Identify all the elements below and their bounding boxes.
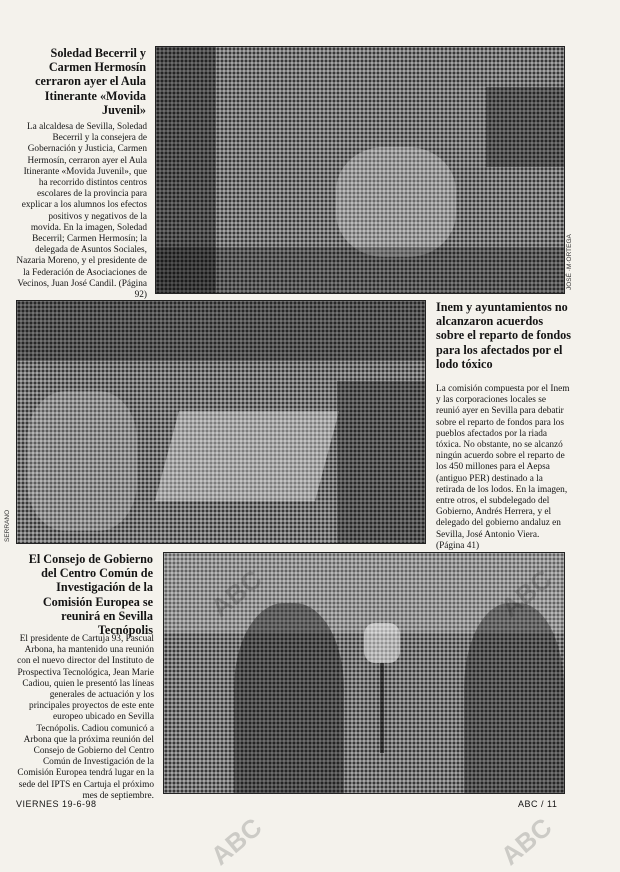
watermark-logo: ABC (205, 811, 268, 871)
photo-shade (27, 391, 137, 531)
story2-photo (16, 300, 426, 544)
watermark-logo: ABC (205, 563, 268, 623)
photo-shade (234, 603, 344, 793)
story3-headline: El Consejo de Gobierno del Centro Común de Investigación de la Comisión Europea se reunirá en Sevilla Tecnópolis (28, 552, 153, 638)
photo-shade (337, 381, 425, 543)
story2-photo-credit: SERRANO (4, 509, 11, 542)
story1-headline: Soledad Becerril y Carmen Hermosín cerraron ayer el Aula Itinerante «Movida Juvenil» (35, 46, 146, 117)
photo-shade (336, 147, 456, 257)
story2-headline: Inem y ayuntamientos no alcanzaron acuerdos sobre el reparto de fondos para los afectados por el lodo tóxico (436, 300, 571, 371)
story3-body: El presidente de Cartuja 93, Pascual Arbona, ha mantenido una reunión con el nuevo director del Instituto de Prospectiva Tecnológica, Jean Marie Cadiou, quien le presentó las líneas generales de actuación y los principales proyectos de este ente europeo ubicado en Sevilla Tecnópolis. Cadiou comunicó a Arbona que la próxima reunión del Consejo de Gobierno del Centro Común de Investigación de la Comisión Europea tendrá lugar en la sede del IPTS en Cartuja el próximo mes de septiembre. (17, 634, 154, 801)
story1-photo (155, 46, 565, 294)
photo-shade (486, 87, 564, 167)
watermark-logo: ABC (495, 811, 558, 871)
story1-photo-credit: JOSÉ ·M·ORTEGA (566, 234, 573, 290)
photo-shade (364, 623, 400, 663)
photo-shade (380, 663, 384, 753)
watermark-logo: ABC (495, 563, 558, 623)
photo-shade (17, 301, 425, 361)
story1-body: La alcaldesa de Sevilla, Soledad Becerril y la consejera de Gobernación y Justicia, Carmen Hermosín, cerraron ayer el Aula Itinerante «Movida Juvenil», que ha recorrido distintos centros escolares de la provincia para explicar a los alumnos los efectos positivos y negativos de la movida. En la imagen, Soledad Becerril; Carmen Hermosín; la delegada de Asuntos Sociales, Nazaria Moreno, y el presidente de la Federación de Asociaciones de Vecinos, Juan José Candil. (Página 92) (16, 122, 147, 301)
photo-shade (156, 247, 564, 293)
photo-shade (155, 411, 339, 501)
footer-date: VIERNES 19-6-98 (16, 799, 97, 809)
story2-body: La comisión compuesta por el Inem y las corporaciones locales se reunió ayer en Sevilla para debatir sobre el reparto de fondos para los pueblos afectados por la riada tóxica. No obstante, no se alcanzó ningún acuerdo sobre el reparto de los 450 millones para el Aepsa (antiguo PER) destinado a la retirada de los lodos. En la imagen, entre otros, el subdelegado del Gobierno, Andrés Herrera, y el delegado del gobierno andaluz en Sevilla, José Antonio Viera. (Página 41) (436, 384, 570, 551)
photo-shade (464, 603, 564, 793)
footer-page-number: ABC / 11 (518, 799, 558, 809)
